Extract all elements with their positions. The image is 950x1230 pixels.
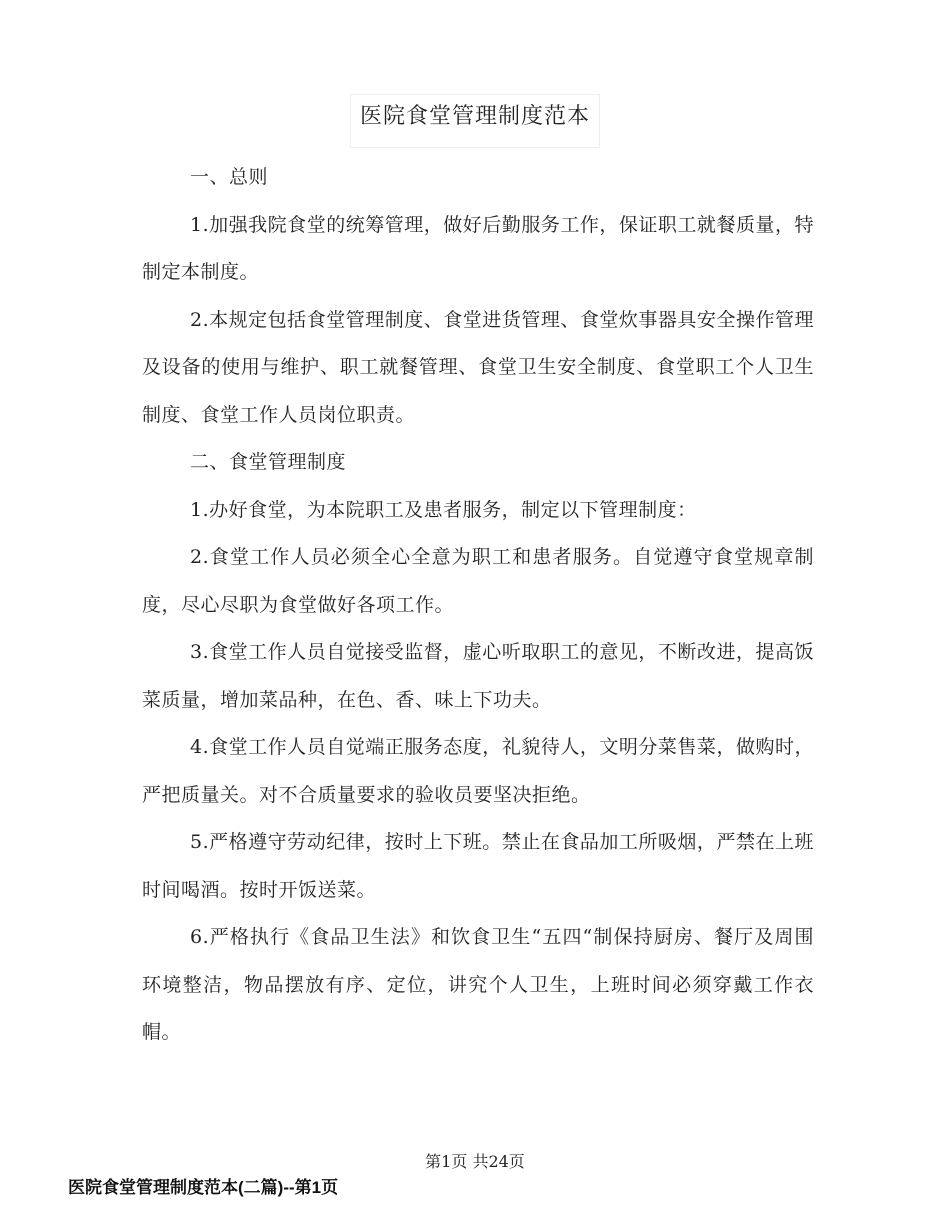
document-title: 医院食堂管理制度范本: [359, 104, 590, 129]
paragraph: 1.办好食堂，为本院职工及患者服务，制定以下管理制度：: [190, 498, 697, 521]
footer-document-label: 医院食堂管理制度范本(二篇)--第1页: [68, 1178, 339, 1197]
section-heading-management: 二、食堂管理制度: [190, 451, 347, 473]
paragraph: 2.食堂工作人员必须全心全意为职工和患者服务。自觉遵守食堂规章制度，尽心尽职为食堂做好各项工作。: [142, 546, 814, 616]
paragraph: 2.本规定包括食堂管理制度、食堂进货管理、食堂炊事器具安全操作管理及设备的使用与维护、职工就餐管理、食堂卫生安全制度、食堂职工个人卫生制度、食堂工作人员岗位职责。: [142, 308, 814, 426]
paragraph: 4.食堂工作人员自觉端正服务态度，礼貌待人，文明分菜售菜，做购时，严把质量关。对不合质量要求的验收员要坚决拒绝。: [142, 736, 814, 806]
paragraph: 5.严格遵守劳动纪律，按时上下班。禁止在食品加工所吸烟，严禁在上班时间喝酒。按时开饭送菜。: [142, 831, 814, 901]
paragraph: 3.食堂工作人员自觉接受监督，虚心听取职工的意见，不断改进，提高饭菜质量，增加菜品种，在色、香、味上下功夫。: [142, 641, 814, 711]
paragraph: 6.严格执行《食品卫生法》和饮食卫生“五四“制保持厨房、餐厅及周围环境整洁，物品摆放有序、定位，讲究个人卫生，上班时间必须穿戴工作衣帽。: [142, 926, 814, 1043]
document-body: [142, 154, 814, 1057]
paragraph: 1.加强我院食堂的统筹管理，做好后勤服务工作，保证职工就餐质量，特制定本制度。: [142, 213, 814, 283]
page-number: 第1页 共24页: [425, 1152, 525, 1171]
section-heading-general: 一、总则: [190, 166, 269, 188]
